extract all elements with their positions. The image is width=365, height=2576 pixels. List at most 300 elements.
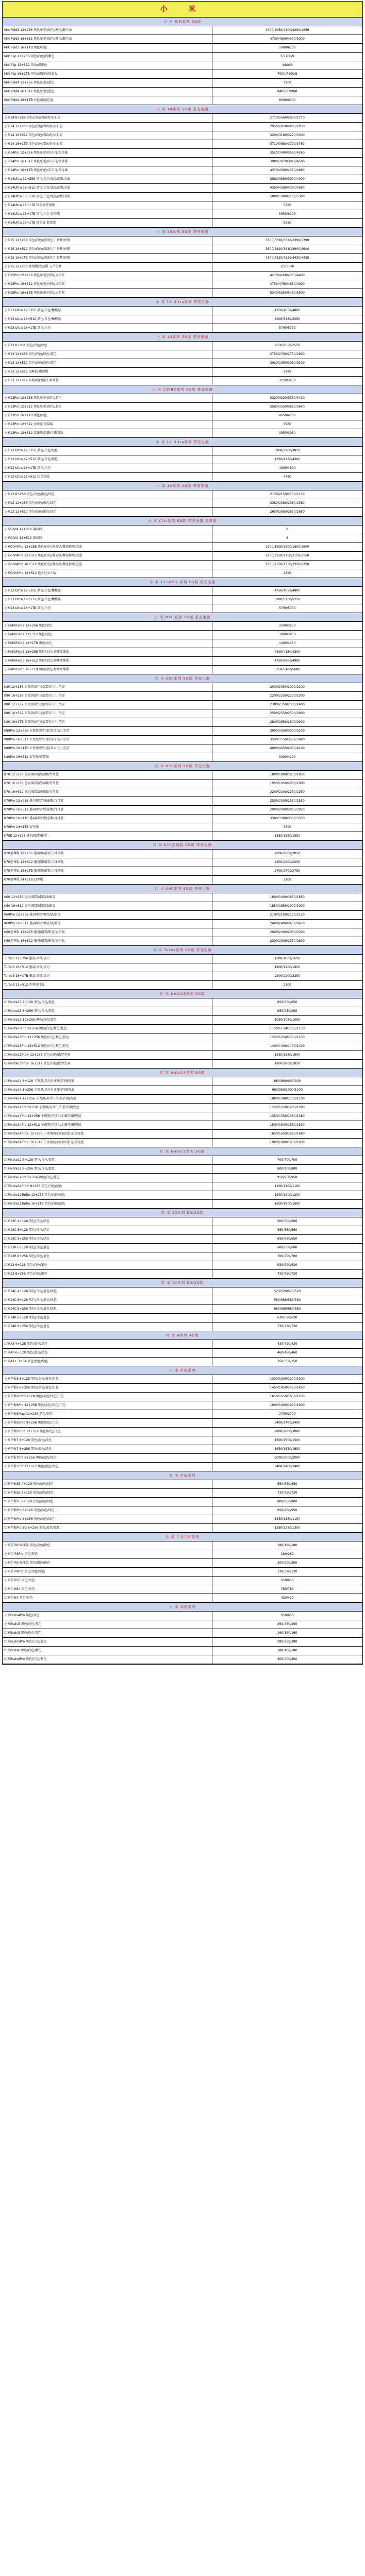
product-cell: 小米15Pro 16+512 黑色/白色/亮银/岩石灰 bbox=[3, 280, 212, 289]
product-cell: K80 16+512 玄夜黑/汐月蓝/雪岩白/山峦青 bbox=[3, 709, 212, 718]
product-cell: 红米Buds5 黑色/白色/蓝色 bbox=[3, 1629, 212, 1637]
table-row bbox=[3, 1305, 362, 1314]
section-header-label: 红 米 Note12系列 5G版 bbox=[160, 1149, 205, 1154]
table-row bbox=[3, 1314, 362, 1323]
section-header bbox=[3, 333, 362, 342]
product-cell: 小米手环9 标准版 黑色/银色/粉色 bbox=[3, 1559, 212, 1567]
product-cell: 红米Note14Pro+ 16+512 子夜黑/星沙白/幻影青/镜瓷蓝 bbox=[3, 1139, 212, 1147]
price-cell: 2150/2150/2150/2150/2150 bbox=[266, 554, 309, 557]
price-cell: 800/800/800 bbox=[277, 1500, 297, 1503]
product-cell: 小米CIVI4Pro 12+256 黑色/白色/薄荷绿/樱花粉/星空蓝 bbox=[3, 543, 212, 551]
product-cell: 小米14Pro 12+256 黑色/白色/岩石青/钛金属 bbox=[3, 149, 212, 157]
table-row bbox=[3, 1042, 362, 1051]
table-row bbox=[3, 806, 362, 815]
price-cell: 8 bbox=[286, 536, 289, 540]
table-row bbox=[3, 359, 362, 368]
product-cell: 小米13 Ultra 12+256 黑色/白色/橄榄绿 bbox=[3, 307, 212, 315]
product-cell: K80Pro 16+512 冠军版/赛道版 bbox=[3, 753, 212, 761]
price-cell: 1150/1150/1150/1150 bbox=[270, 1027, 305, 1030]
product-cell: 红米Note13Pro 8+256 黑色/白色/紫色/蓝色 bbox=[3, 1025, 212, 1033]
price-cell: 3980/3970/3990/4500 bbox=[270, 160, 305, 163]
price-cell: 2000/2050/2000/2100 bbox=[270, 685, 305, 689]
section-header bbox=[3, 228, 362, 236]
product-cell: 小米手环8 标准版 黑色/金色/粉色 bbox=[3, 1541, 212, 1550]
price-cell: 350/350/350 bbox=[277, 1360, 297, 1363]
table-row bbox=[3, 963, 362, 972]
table-row bbox=[3, 236, 362, 245]
product-cell: 小米平板6 8+128 黑色/金色/蓝色/白色 bbox=[3, 1375, 212, 1383]
price-cell: 1150/1150/1150 bbox=[274, 1517, 301, 1521]
price-cell: 5200/5150/5250 bbox=[274, 317, 301, 321]
product-cell: 小米平板6 8+256 黑色/金色/蓝色/白色 bbox=[3, 1384, 212, 1392]
product-cell: 小米14Ultra 16+1TB 钛金属特别版 bbox=[3, 201, 212, 210]
price-cell: 1650/1650/1650/1650 bbox=[270, 1395, 305, 1398]
product-cell: 小米12 12+256 黑色/白色/紫色/绿色 bbox=[3, 499, 212, 507]
product-cell: 红米平板Pro 5G 8+256 灰色/蓝色/绿色 bbox=[3, 1524, 212, 1532]
table-row bbox=[3, 1025, 362, 1033]
product-cell: MIX Fold3 12+256 黑色/白色/绿色/橙色/翻个面 bbox=[3, 26, 212, 35]
product-cell: 小米平板6Pro 12+256 黑色/金色/绿色/白色 bbox=[3, 1401, 212, 1410]
price-cell: 2150/2150/2150/2150 bbox=[270, 493, 305, 496]
price-table bbox=[3, 18, 362, 1664]
product-cell: 红米13 8+256 黑色/白色/紫色 bbox=[3, 1270, 212, 1278]
table-row bbox=[3, 1174, 362, 1182]
product-cell: MIX Flip 16+1TB 黑色/浅紫色/炫彩版 bbox=[3, 70, 212, 78]
product-cell: 小米手环8Pro 黑色/灰色 bbox=[3, 1550, 212, 1558]
price-cell: 2100/2100/2150/2150 bbox=[270, 913, 305, 917]
product-cell: 红米平板Pro 6+128 灰色/蓝色/绿色 bbox=[3, 1506, 212, 1515]
product-cell: 小米平板6SPro 12+512 黑色/绿色/白色 bbox=[3, 1428, 212, 1436]
table-row bbox=[3, 70, 362, 79]
product-cell: 红米14C 8+256 黑色/白色/蓝色/绿色 bbox=[3, 1305, 212, 1313]
section-header-label: 红 米 A系列 4G版 bbox=[166, 1333, 199, 1337]
product-cell: K70Pro 12+256 墨羽/晴雪/浅茄紫/竹月蓝 bbox=[3, 797, 212, 805]
price-cell: 650/650/650 bbox=[277, 1482, 297, 1486]
table-row bbox=[3, 850, 362, 858]
price-cell: 3300/3300/3350/3350 bbox=[270, 817, 305, 820]
product-cell: K70Pro 16+1TB 墨羽/晴雪/浅茄紫/竹月蓝 bbox=[3, 815, 212, 823]
price-cell: 2200/2200/2250 bbox=[274, 860, 301, 864]
price-cell: 4300/4320/4320/4430/4430 bbox=[266, 256, 309, 260]
price-cell: 950/950/950 bbox=[277, 1176, 297, 1179]
product-cell: 小米13Pro 16+1TB 黑色/白色 bbox=[3, 412, 212, 420]
product-cell: 红米Note14 12+256 子夜黑/星沙白/幻影青/镜瓷蓝 bbox=[3, 1095, 212, 1103]
price-cell: 1100/1100/1100 bbox=[274, 1184, 301, 1188]
product-cell: 红米14R 8+256 黑色/白色/蓝色 bbox=[3, 1323, 212, 1331]
product-cell: 小米Buds5 黑色/白色/蓝色 bbox=[3, 1620, 212, 1629]
product-cell: 红米Note12 8+256 黑色/白色/蓝色 bbox=[3, 1165, 212, 1173]
price-cell: 6350 bbox=[283, 221, 291, 225]
product-cell: 红米Note13Pro+ 12+256 黑色/白色/浅梦空间 bbox=[3, 1051, 212, 1059]
product-cell: K70 16+256 墨羽/晴雪/浅茄紫/竹月蓝 bbox=[3, 779, 212, 788]
table-row bbox=[3, 1112, 362, 1121]
product-cell: 小米14 8+256 黑色/白色/雪山粉/岩石青 bbox=[3, 114, 212, 122]
section-header-label: 小 米 12 Ultra系列 带充电器 bbox=[156, 440, 209, 444]
price-cell: 7000/7100/8 bbox=[277, 72, 297, 76]
table-row bbox=[3, 1287, 362, 1296]
table-row bbox=[3, 937, 362, 946]
table-row bbox=[3, 1577, 362, 1585]
price-cell: 3290 bbox=[283, 370, 291, 374]
table-row bbox=[3, 998, 362, 1007]
price-cell: 1800/1800/1850 bbox=[274, 1062, 301, 1065]
product-cell: 小米13 Ultra 16+512 黑色/白色/橄榄绿 bbox=[3, 596, 212, 604]
price-cell: 2350/2350/2350/2350/2350 bbox=[266, 563, 309, 566]
product-cell: 小米13 12+512 黑色/白色/绿色/蓝色 bbox=[3, 359, 212, 367]
table-row bbox=[3, 149, 362, 158]
price-cell: 1550/1550/1600 bbox=[274, 1053, 301, 1057]
table-row bbox=[3, 552, 362, 561]
price-cell: 1800/1800/1850/1850 bbox=[270, 773, 305, 776]
price-cell: 280/280 bbox=[280, 1552, 294, 1556]
price-cell: 650/650 bbox=[280, 1614, 294, 1617]
price-cell: 5700/5750 bbox=[278, 326, 296, 330]
table-row bbox=[3, 692, 362, 701]
product-cell: 红米Note13Pro+ 16+512 黑色/白色/浅梦空间 bbox=[3, 1060, 212, 1068]
product-cell: 红米Note14Pro+ 12+256 子夜黑/星沙白/幻影青/镜瓷蓝 bbox=[3, 1130, 212, 1138]
product-cell: K80 12+256 玄夜黑/汐月蓝/雪岩白/山峦青 bbox=[3, 683, 212, 691]
product-cell: 红米Note12 6+128 黑色/白色/蓝色 bbox=[3, 1156, 212, 1164]
table-row bbox=[3, 1235, 362, 1244]
price-cell: 200/200/200 bbox=[277, 1561, 297, 1565]
table-row bbox=[3, 1506, 362, 1515]
price-cell: 3/3/3590 bbox=[280, 265, 294, 268]
product-cell: 小米13Pro 12+256 黑色/白色/绿色/蓝色 bbox=[3, 394, 212, 402]
table-row bbox=[3, 1217, 362, 1226]
price-cell: 5900/6100 bbox=[278, 46, 296, 49]
table-row bbox=[3, 972, 362, 981]
table-row bbox=[3, 1550, 362, 1559]
product-cell: 小米13Pro 12+512 远峰蓝 限量版 bbox=[3, 420, 212, 429]
table-row bbox=[3, 1200, 362, 1209]
price-cell: 3250/3250 bbox=[278, 379, 296, 382]
product-cell: Turbo3 16+1TB 墨晶/冰钛/青刃 bbox=[3, 972, 212, 980]
table-row bbox=[3, 210, 362, 219]
table-row bbox=[3, 1270, 362, 1279]
price-cell: 1250/1250/1250/1250 bbox=[270, 1036, 305, 1039]
table-row bbox=[3, 1182, 362, 1191]
product-cell: 小米平板7 8+256 黑色/蓝色/绿色 bbox=[3, 1445, 212, 1453]
table-row bbox=[3, 1463, 362, 1471]
price-cell: 8 bbox=[286, 528, 289, 531]
table-row bbox=[3, 1358, 362, 1366]
price-cell: 180/180/180 bbox=[277, 1544, 297, 1547]
section-header-label: 红 米 14系列 5G/4G版 bbox=[161, 1281, 204, 1285]
table-row bbox=[3, 201, 362, 210]
price-cell: 720/720/720 bbox=[277, 1491, 297, 1495]
table-row bbox=[3, 1007, 362, 1016]
product-cell: 红米Note13Pro 12+512 黑色/白色/紫色/蓝色 bbox=[3, 1042, 212, 1050]
product-cell: 小米13 Ultra 16+512 黑色/白色/橄榄绿 bbox=[3, 315, 212, 324]
section-header-label: 红 米 K70至尊版 5G版 带充电器 bbox=[153, 843, 212, 847]
table-row bbox=[3, 368, 362, 377]
table-row bbox=[3, 1156, 362, 1165]
table-row bbox=[3, 1086, 362, 1095]
product-cell: 小米平板6SPro 8+256 黑色/绿色/白色 bbox=[3, 1419, 212, 1427]
price-cell: 4750/4650/4800 bbox=[274, 589, 301, 592]
product-cell: 小米14 16+1TB 黑色/白色/雪山粉/岩石青 bbox=[3, 140, 212, 148]
section-header bbox=[3, 762, 362, 771]
product-cell: K70至尊版 12+256 墨羽黑/晴雪白/冰璃蓝 bbox=[3, 850, 212, 858]
table-row bbox=[3, 1401, 362, 1410]
table-row bbox=[3, 657, 362, 666]
price-cell: 2770/2660/2690/2770 bbox=[270, 116, 305, 120]
product-cell: 红米14R 6+128 黑色/白色/蓝色 bbox=[3, 1314, 212, 1322]
table-row bbox=[3, 718, 362, 727]
price-cell: 1650/1650/1680/1680 bbox=[270, 1132, 305, 1136]
product-cell: 小米14Ultra 16+1TB 黑色/白色 套装版 bbox=[3, 210, 212, 218]
price-cell: 560/560/560 bbox=[277, 1228, 297, 1232]
product-cell: 小米14Ultra 12+256 黑色/白色/龙晶蓝/钛金属 bbox=[3, 175, 212, 183]
table-row bbox=[3, 1568, 362, 1577]
product-cell: 红米A3 4+128 黑色/蓝色/绿色 bbox=[3, 1340, 212, 1348]
price-cell: 1850/1850/1900/1900 bbox=[270, 904, 305, 908]
section-header bbox=[3, 438, 362, 447]
price-cell: 4/8000 bbox=[281, 63, 293, 67]
table-row bbox=[3, 1139, 362, 1147]
section-header-label: 小 米 平板系列 bbox=[169, 1368, 196, 1372]
table-row bbox=[3, 920, 362, 928]
table-row bbox=[3, 1524, 362, 1533]
price-cell: 1450/1450/1450/1450 bbox=[270, 1386, 305, 1389]
table-row bbox=[3, 123, 362, 131]
price-cell: 850/850/850 bbox=[277, 1001, 297, 1004]
price-cell: 4750/4800/4900 bbox=[274, 659, 301, 663]
product-cell: 小米CIVI4 12+512 薄荷绿 bbox=[3, 534, 212, 543]
table-row bbox=[3, 1384, 362, 1393]
price-cell: 1500/1500/1500 bbox=[274, 1438, 301, 1442]
product-cell: 小米13 12+512 纹路黑/纹路白 限量版 bbox=[3, 377, 212, 385]
product-cell: 小米平板7Pro 8+256 黑色/蓝色/绿色 bbox=[3, 1454, 212, 1462]
product-cell: 小米CIVI4Pro 16+512 黑色/白色/薄荷绿/樱花粉/星空蓝 bbox=[3, 561, 212, 569]
price-cell: 300/300/300 bbox=[277, 1657, 297, 1661]
price-cell: 3560/3550/3610/3640 bbox=[270, 405, 305, 409]
product-cell: 小米CIVI4 12+256 薄荷绿 bbox=[3, 526, 212, 534]
price-cell: 2500/2550/2500/2600 bbox=[270, 711, 305, 715]
table-row bbox=[3, 1261, 362, 1270]
product-cell: K60至尊版 12+256 墨羽/晴雪/影青/冠军版 bbox=[3, 928, 212, 937]
table-row bbox=[3, 543, 362, 552]
price-cell: 4250/4250/4300 bbox=[274, 457, 301, 461]
table-row bbox=[3, 184, 362, 193]
product-cell: 红米14C 6+128 黑色/白色/蓝色/绿色 bbox=[3, 1296, 212, 1304]
price-cell: 3900/3900/3950 bbox=[274, 449, 301, 452]
table-row bbox=[3, 342, 362, 350]
section-header bbox=[3, 298, 362, 307]
table-row bbox=[3, 911, 362, 920]
price-cell: 680/680/680/680 bbox=[274, 1307, 301, 1311]
price-cell: 2200/2200/2250 bbox=[274, 974, 301, 978]
table-row bbox=[3, 193, 362, 201]
table-row bbox=[3, 403, 362, 412]
price-cell: 4750/4760/4850/4900 bbox=[270, 282, 305, 286]
product-cell: 小米MIXFold2 12+512 黑色/金色 bbox=[3, 631, 212, 639]
product-cell: MIX Fold4 16+512 黑色/白色/蓝色 bbox=[3, 88, 212, 96]
table-row bbox=[3, 587, 362, 596]
product-cell: 红米A2+ 3+64 黑色/蓝色/绿色 bbox=[3, 1358, 212, 1366]
price-cell: 700/700/700 bbox=[277, 1158, 297, 1162]
table-row bbox=[3, 797, 362, 806]
price-cell: 700/700/700 bbox=[277, 1255, 297, 1258]
table-row bbox=[3, 307, 362, 315]
price-cell: 3900/4200 bbox=[278, 755, 296, 759]
product-cell: 小米平板6Pro 8+128 黑色/金色/绿色/白色 bbox=[3, 1393, 212, 1401]
product-cell: K60Pro 16+512 墨羽/晴雪/素皮绿/影青 bbox=[3, 920, 212, 928]
price-cell: 3520/3400/3560/4260 bbox=[270, 151, 305, 155]
price-cell: 3320/3320/3360/3420 bbox=[270, 396, 305, 400]
section-header-label: 红 米 K70系列 5G版 带充电器 bbox=[155, 764, 210, 768]
section-header-label: 小 米 手表手环系列 bbox=[165, 1535, 200, 1539]
product-cell: MIX Fold4 16+1TB 白色/深蓝色版 bbox=[3, 96, 212, 105]
price-cell: 2400/2400/2400 bbox=[274, 1421, 301, 1425]
table-row bbox=[3, 140, 362, 149]
product-cell: 小米13 12+512 远峰蓝 限量版 bbox=[3, 368, 212, 376]
product-cell: 红米Buds5Pro 黑色/白色/蓝色 bbox=[3, 1638, 212, 1646]
section-header bbox=[3, 1471, 362, 1480]
table-row bbox=[3, 1428, 362, 1436]
table-row bbox=[3, 53, 362, 61]
product-cell: K80 16+1TB 玄夜黑/汐月蓝/雪岩白/山峦青 bbox=[3, 718, 212, 726]
table-row bbox=[3, 1454, 362, 1463]
table-row bbox=[3, 1121, 362, 1130]
product-cell: K80Pro 16+1TB 玄夜黑/汐月蓝/雪岩白/山峦青 bbox=[3, 744, 212, 753]
section-header bbox=[3, 105, 362, 114]
table-row bbox=[3, 158, 362, 166]
table-row bbox=[3, 429, 362, 438]
table-row bbox=[3, 254, 362, 263]
table-row bbox=[3, 394, 362, 403]
table-row bbox=[3, 88, 362, 96]
product-cell: K60Pro 12+256 墨羽/晴雪/素皮绿/影青 bbox=[3, 911, 212, 919]
product-cell: 红米13R 8+256 黑色/白色/蓝色 bbox=[3, 1252, 212, 1261]
price-cell: 420/420 bbox=[280, 1596, 294, 1600]
product-cell: K80Pro 16+512 玄夜黑/汐月蓝/雪岩白/山峦青 bbox=[3, 736, 212, 744]
table-row bbox=[3, 832, 362, 841]
product-cell: 红米Buds6Pro 黑色/白色/紫色 bbox=[3, 1655, 212, 1664]
product-cell: 小米12 8+256 黑色/白色/紫色/绿色 bbox=[3, 490, 212, 499]
section-header-label: 小 米 耳机系列 bbox=[169, 1605, 196, 1609]
table-row bbox=[3, 1104, 362, 1112]
table-row bbox=[3, 245, 362, 254]
product-cell: K60 12+256 墨羽/晴雪/素皮绿/影青 bbox=[3, 893, 212, 902]
table-row bbox=[3, 263, 362, 272]
table-row bbox=[3, 35, 362, 44]
product-cell: K60 16+512 墨羽/晴雪/素皮绿/影青 bbox=[3, 902, 212, 910]
product-cell: K70Pro 16+512 墨羽/晴雪/浅茄紫/竹月蓝 bbox=[3, 806, 212, 814]
price-cell: 1050/1050/1050 bbox=[274, 1018, 301, 1022]
table-row bbox=[3, 44, 362, 53]
table-row bbox=[3, 1296, 362, 1305]
table-row bbox=[3, 604, 362, 613]
price-cell: 2400/2400/2400 bbox=[274, 1465, 301, 1468]
table-row bbox=[3, 727, 362, 736]
product-cell: 红米平板SE 4+128 灰色/蓝色/绿色 bbox=[3, 1480, 212, 1488]
price-cell: 2380/2380/2380/2380 bbox=[270, 501, 305, 505]
price-cell: 8400/8700/8 bbox=[277, 90, 297, 93]
price-cell: 2100 bbox=[283, 983, 291, 987]
product-cell: K70至尊版 24+1TB 冠军版 bbox=[3, 876, 212, 884]
price-cell: 2550/2550/2550 bbox=[274, 344, 301, 347]
product-cell: 小米手表S4 黑色/银色 bbox=[3, 1585, 212, 1594]
price-cell: 980/980/1000/1000 bbox=[272, 1088, 303, 1092]
price-cell: 1600/1600/1650/1650 bbox=[270, 895, 305, 899]
table-row bbox=[3, 61, 362, 70]
table-row bbox=[3, 736, 362, 744]
table-row bbox=[3, 280, 362, 289]
table-row bbox=[3, 1655, 362, 1664]
table-row bbox=[3, 1130, 362, 1139]
section-header bbox=[3, 1069, 362, 1077]
product-cell: 小米15 12+256 黑色/白色/浅绿色/丁香紫/亮银 bbox=[3, 236, 212, 245]
table-row bbox=[3, 508, 362, 517]
product-cell: 红米Note12Pro 8+256 黑色/白色/蓝色 bbox=[3, 1174, 212, 1182]
table-row bbox=[3, 1060, 362, 1069]
price-cell: 460/460/460 bbox=[277, 1351, 297, 1354]
product-cell: K70 12+256 墨羽/晴雪/浅茄紫/竹月蓝 bbox=[3, 771, 212, 779]
product-cell: 红米Note12Turbo 16+1TB 黑色/白色/蓝色 bbox=[3, 1200, 212, 1208]
price-cell: 5950/6100 bbox=[278, 212, 296, 216]
table-row bbox=[3, 1489, 362, 1498]
price-cell: 4800/4800 bbox=[278, 466, 296, 470]
product-cell: 红米Note12Pro+ 8+256 黑色/白色/蓝色 bbox=[3, 1182, 212, 1191]
section-header bbox=[3, 578, 362, 587]
section-header bbox=[3, 674, 362, 683]
table-row bbox=[3, 893, 362, 902]
price-cell: 3100 bbox=[283, 878, 291, 882]
price-cell: 650/650/650 bbox=[277, 1237, 297, 1241]
price-cell: 2700/2700 bbox=[278, 1412, 296, 1416]
section-header bbox=[3, 1147, 362, 1156]
price-cell: 4750/4650/4800 bbox=[274, 309, 301, 312]
table-row bbox=[3, 412, 362, 420]
table-row bbox=[3, 902, 362, 911]
section-header-label: 小 米 13系列 5G版 带充电器 bbox=[156, 335, 209, 339]
product-cell: 小米13 Ultra 12+256 黑色/白色/橄榄绿 bbox=[3, 587, 212, 595]
table-row bbox=[3, 709, 362, 718]
price-cell: 5780 bbox=[283, 204, 291, 207]
product-cell: 小米13 Ultra 16+1TB 黑色/白色 bbox=[3, 604, 212, 613]
product-cell: K70至尊版 16+1TB 墨羽黑/晴雪白/冰璃蓝 bbox=[3, 867, 212, 875]
price-cell: 1900/1900/1900/1900/1900 bbox=[266, 545, 309, 549]
table-row bbox=[3, 464, 362, 473]
price-cell: 2750/2700/2750/2800 bbox=[270, 352, 305, 356]
section-header bbox=[3, 885, 362, 893]
product-cell: 小米12 12+512 黑色/白色/紫色/绿色 bbox=[3, 508, 212, 516]
product-cell: 小米CIVI4Pro 12+512 迪士尼公主版 bbox=[3, 569, 212, 578]
price-cell: 1900/1900/1950 bbox=[274, 965, 301, 969]
price-cell: 1950/1950/2000/2000 bbox=[270, 782, 305, 785]
table-row bbox=[3, 455, 362, 464]
table-row bbox=[3, 526, 362, 534]
price-cell: 2500/2500/2550/2550 bbox=[270, 799, 305, 803]
table-row bbox=[3, 1629, 362, 1638]
table-row bbox=[3, 1095, 362, 1104]
price-cell: 1350/1350/1350 bbox=[274, 1526, 301, 1530]
section-header-label: 红 米 K80系列 5G版 带充电器 bbox=[155, 676, 210, 681]
product-cell: 小米15 16+512 黑色/白色/浅绿色/丁香紫/亮银 bbox=[3, 245, 212, 253]
table-row bbox=[3, 79, 362, 88]
product-cell: 小米MIXFold3 16+1TB 黑色/金色/龙鳞纤维版 bbox=[3, 666, 212, 674]
table-row bbox=[3, 1515, 362, 1524]
price-cell: 3500/3550 bbox=[278, 624, 296, 628]
product-cell: K70Pro 24+1TB 冠军版 bbox=[3, 823, 212, 832]
product-cell: K70至尊版 12+512 墨羽黑/晴雪白/冰璃蓝 bbox=[3, 858, 212, 867]
price-cell: 600/600/600 bbox=[277, 1246, 297, 1249]
product-cell: 小米平板7Pro 12+512 黑色/蓝色/绿色 bbox=[3, 1463, 212, 1471]
price-cell: 4400/4450 bbox=[278, 641, 296, 645]
table-row bbox=[3, 289, 362, 298]
table-row bbox=[3, 1419, 362, 1428]
